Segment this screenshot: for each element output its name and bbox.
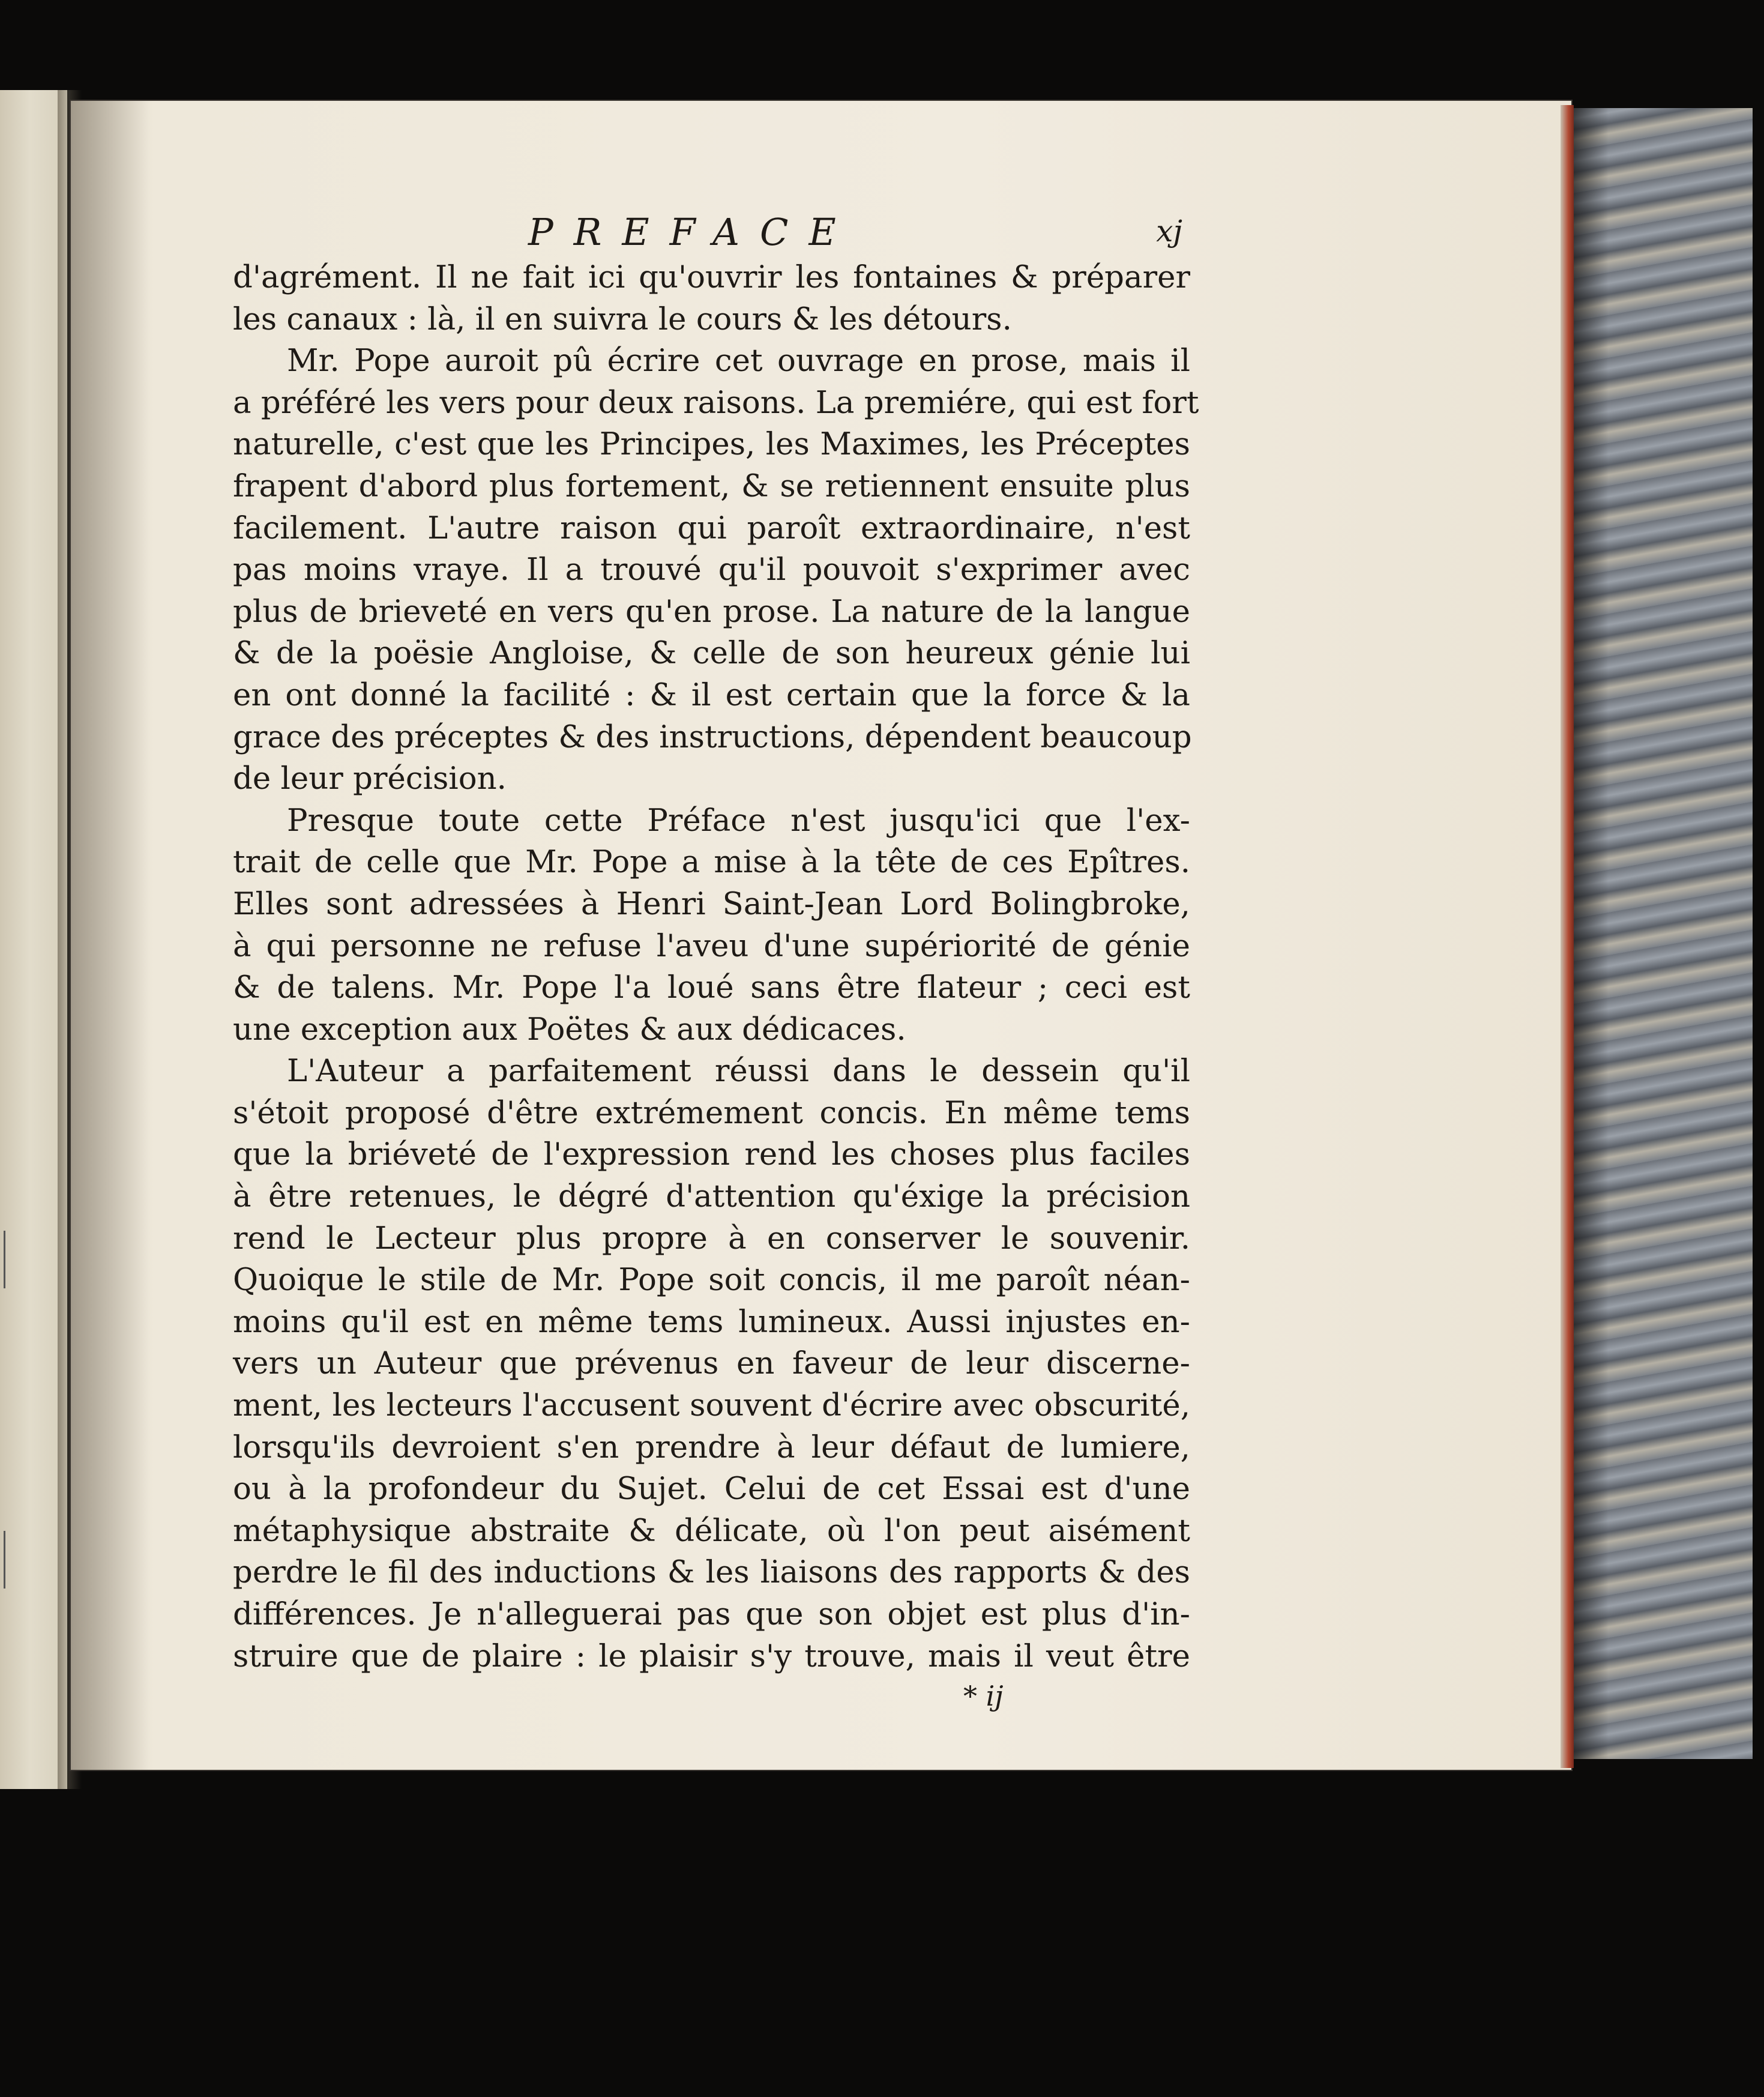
text-line: ment, les lecteurs l'accusent souvent d'écrire avec obscurité,	[233, 1387, 1190, 1424]
text-line: Mr. Pope auroit pû écrire cet ouvrage en prose, mais il	[287, 343, 1190, 379]
text-line: pas moins vraye. Il a trouvé qu'il pouvoit s'exprimer avec	[233, 552, 1190, 588]
text-line: moins qu'il est en même tems lumineux. Aussi injustes en-	[233, 1303, 1190, 1340]
text-line: les canaux : là, il en suivra le cours & les détours.	[233, 301, 1012, 337]
page-number: xj	[1156, 214, 1182, 249]
text-line: ou à la profondeur du Sujet. Celui de cet Essai est d'une	[233, 1471, 1190, 1507]
text-line: & de talens. Mr. Pope l'a loué sans être flateur ; ceci est	[233, 970, 1190, 1006]
page-header	[528, 210, 1182, 258]
text-line: une exception aux Poëtes & aux dédicaces.	[233, 1011, 906, 1048]
text-line: Quoique le stile de Mr. Pope soit concis, il me paroît néan-	[233, 1262, 1190, 1299]
text-line: struire que de plaire : le plaisir s'y trouve, mais il veut être	[233, 1638, 1190, 1674]
text-line: vers un Auteur que prévenus en faveur de leur discerne-	[233, 1345, 1190, 1382]
margin-mark	[4, 1231, 5, 1288]
text-line: trait de celle que Mr. Pope a mise à la tête de ces Epîtres.	[233, 844, 1190, 881]
text-line: s'étoit proposé d'être extrémement concis. En même tems	[233, 1094, 1190, 1131]
text-line: d'agrément. Il ne fait ici qu'ouvrir les fontaines & préparer	[233, 259, 1190, 295]
signature-mark: * ij	[963, 1680, 1004, 1712]
text-line: à être retenues, le dégré d'attention qu'éxige la précision	[233, 1178, 1190, 1215]
text-line: à qui personne ne refuse l'aveu d'une supériorité de génie	[233, 928, 1190, 964]
text-line: grace des préceptes & des instructions, dépendent beaucoup	[233, 719, 1192, 755]
gutter-shadow	[71, 101, 149, 1770]
text-line: Elles sont adressées à Henri Saint-Jean Lord Bolingbroke,	[233, 886, 1190, 922]
text-line: métaphysique abstraite & délicate, où l'on peut aisément	[233, 1512, 1190, 1549]
text-line: frapent d'abord plus fortement, & se retiennent ensuite plus	[233, 468, 1190, 504]
margin-mark	[4, 1531, 5, 1589]
red-page-edge	[1561, 105, 1574, 1768]
text-line: différences. Je n'alleguerai pas que son objet est plus d'in-	[233, 1596, 1190, 1632]
text-line: que la briéveté de l'expression rend les choses plus faciles	[233, 1136, 1190, 1173]
text-line: de leur précision.	[233, 761, 507, 797]
marbled-binding	[1573, 108, 1753, 1759]
text-line: L'Auteur a parfaitement réussi dans le dessein qu'il	[287, 1053, 1190, 1090]
text-line: a préféré les vers pour deux raisons. La premiére, qui est fort	[233, 384, 1199, 421]
text-line: Presque toute cette Préface n'est jusqu'ici que l'ex-	[287, 802, 1190, 839]
text-line: perdre le fil des inductions & les liaisons des rapports & des	[233, 1554, 1190, 1591]
running-head: PREFACE	[528, 210, 856, 254]
text-line: naturelle, c'est que les Principes, les Maximes, les Préceptes	[233, 426, 1190, 463]
text-line: en ont donné la facilité : & il est certain que la force & la	[233, 677, 1190, 713]
text-line: lorsqu'ils devroient s'en prendre à leur défaut de lumiere,	[233, 1429, 1190, 1465]
text-line: facilement. L'autre raison qui paroît extraordinaire, n'est	[233, 510, 1190, 546]
text-line: plus de brieveté en vers qu'en prose. La nature de la langue	[233, 593, 1190, 630]
text-line: & de la poësie Angloise, & celle de son heureux génie lui	[233, 635, 1190, 672]
text-line: rend le Lecteur plus propre à en conserver le souvenir.	[233, 1220, 1190, 1257]
body-text	[233, 257, 1199, 1677]
